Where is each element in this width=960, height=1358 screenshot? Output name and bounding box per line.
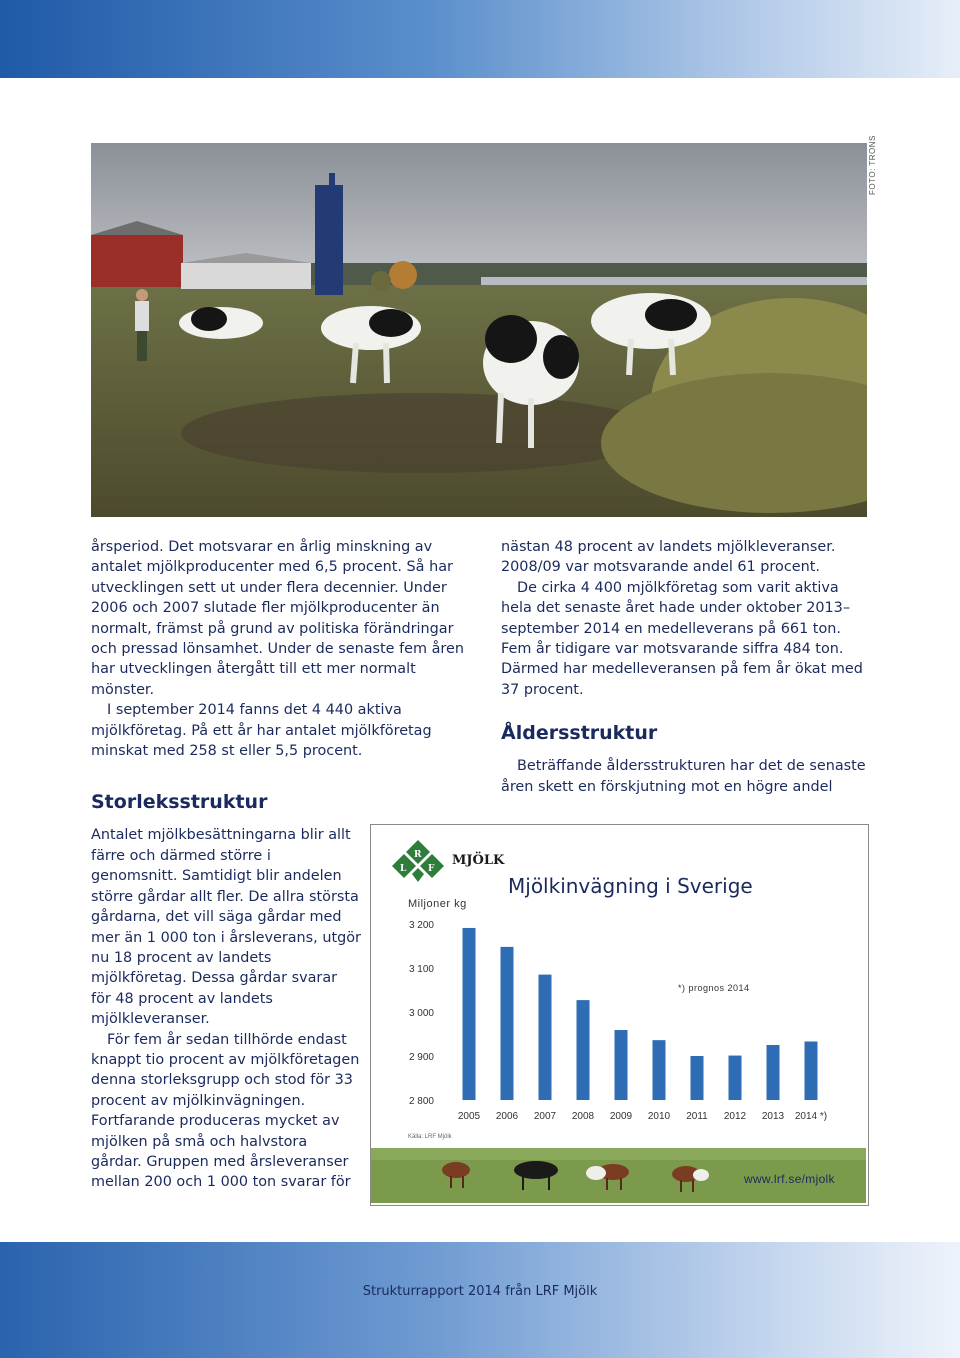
y-tick-label: 3 100 xyxy=(408,964,434,975)
y-axis-label: Miljoner kg xyxy=(408,898,467,910)
lrf-logo-icon xyxy=(390,836,446,890)
paragraph: årsperiod. Det motsvarar en årlig minskning av antalet mjölkproducenter med 6,5 procent. Så har utvecklingen sett ut under flera decennier. Under 2006 och 2007 slutade fler mjölkproducenter än normalt, främst på grund av politiska förändringar och pressad lönsamhet. Under de senaste fem åren har utvecklingen återgått till ett mer normalt mönster. xyxy=(91,539,465,698)
x-tick-label: 2009 xyxy=(609,1111,633,1122)
logo-text: MJÖLK xyxy=(452,853,505,868)
bottom-color-band xyxy=(0,1242,960,1358)
top-color-band xyxy=(0,0,960,78)
paragraph: De cirka 4 400 mjölkföretag som varit aktiva hela det senaste året hade under oktober 2013–september 2014 en medelleverans på 661 ton. Fem år tidigare var motsvarande siffra 484 ton. Därmed har medelleveransen på fem år ökat med 37 procent. xyxy=(501,579,863,698)
paragraph: Antalet mjölkbesättningarna blir allt färre och därmed större i genomsnitt. Samtidigt blir andelen större gårdar allt fler. De allra största gårdarna, det vill säga gårdar med mer än 1 000 ton i årsleverans, utgör nu 18 procent av landets mjölkföretag. Dessa gårdar svarar för 48 procent av landets mjölkleveranser. xyxy=(91,827,361,1028)
x-tick-label: 2006 xyxy=(495,1111,519,1122)
x-tick-label: 2014 *) xyxy=(794,1111,828,1122)
x-tick-label: 2013 xyxy=(761,1111,785,1122)
chart-title: Mjölkinvägning i Sverige xyxy=(508,874,753,898)
bar-2011 xyxy=(691,1056,704,1100)
bar-2013 xyxy=(767,1045,780,1100)
bar-2007 xyxy=(539,975,552,1100)
y-tick-label: 3 000 xyxy=(408,1008,434,1019)
paragraph: Beträffande åldersstrukturen har det de senaste åren skett en förskjutning mot en högre andel xyxy=(501,758,866,795)
cows-photo xyxy=(91,143,867,517)
bar-2010 xyxy=(653,1040,666,1100)
x-tick-label: 2010 xyxy=(647,1111,671,1122)
paragraph: I september 2014 fanns det 4 440 aktiva mjölkföretag. På ett år har antalet mjölkföretag minskat med 258 st eller 5,5 procent. xyxy=(91,702,432,760)
y-tick-label: 3 200 xyxy=(408,920,434,931)
x-tick-label: 2008 xyxy=(571,1111,595,1122)
bar-2006 xyxy=(501,947,514,1100)
bar-2014 xyxy=(805,1041,818,1100)
paragraph: För fem år sedan tillhörde endast knappt tio procent av mjölkföretagen denna storleksgrupp och stod för 33 procent av mjölkinvägningen. Fortfarande produceras mycket av mjölken på små och halvstora gårdar. Gruppen med årsleveranser mellan 200 och 1 000 ton svarar för xyxy=(91,1031,360,1191)
y-tick-label: 2 800 xyxy=(408,1096,434,1107)
x-tick-label: 2012 xyxy=(723,1111,747,1122)
chart-source: Källa: LRF Mjölk xyxy=(408,1134,452,1140)
logo-letter: R xyxy=(414,850,422,860)
website-link[interactable]: www.lrf.se/mjolk xyxy=(744,1172,835,1186)
x-tick-label: 2011 xyxy=(686,1111,708,1122)
x-tick-label: 2007 xyxy=(533,1111,557,1122)
bar-2008 xyxy=(577,1000,590,1100)
right-text-column xyxy=(501,537,871,797)
prognosis-note: *) prognos 2014 xyxy=(678,983,750,993)
paragraph: nästan 48 procent av landets mjölkleveranser. 2008/09 var motsvarande andel 61 procent. xyxy=(501,539,836,576)
y-tick-label: 2 900 xyxy=(408,1052,434,1063)
logo-letter: L xyxy=(400,864,407,874)
section-heading-aldersstruktur: Åldersstruktur xyxy=(501,722,658,745)
footer-title: Strukturrapport 2014 från LRF Mjölk xyxy=(362,1284,598,1299)
logo-letter: F xyxy=(428,864,435,874)
section-heading-storleksstruktur: Storleksstruktur xyxy=(91,791,268,814)
bar-2012 xyxy=(729,1056,742,1100)
bar-2009 xyxy=(615,1030,628,1100)
photo-credit: FOTO: TRONS xyxy=(868,135,877,195)
bar-2005 xyxy=(463,928,476,1100)
x-tick-label: 2005 xyxy=(457,1111,481,1122)
